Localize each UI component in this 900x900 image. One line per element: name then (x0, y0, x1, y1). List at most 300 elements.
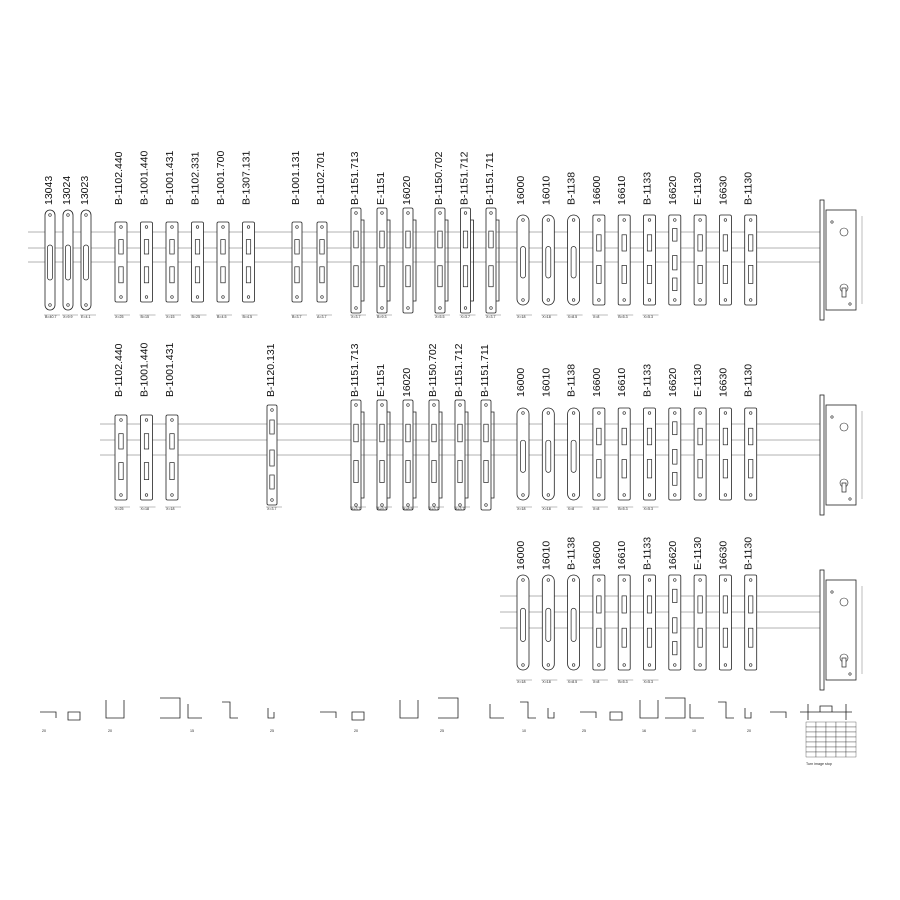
screw-hole (85, 304, 88, 307)
screw-hole (699, 494, 702, 497)
dimension-label: X=3.7 (455, 507, 465, 511)
screw-hole (407, 404, 410, 407)
table-cell (806, 752, 816, 757)
strike-plate (81, 210, 91, 310)
table-cell (836, 727, 846, 732)
part-number-label: 16600 (590, 367, 603, 397)
latch-slot (622, 596, 626, 613)
part-number-label: 16620 (666, 175, 679, 205)
strike-plate (745, 215, 757, 305)
screw-hole (623, 412, 626, 415)
dimension-label: 10 (692, 729, 696, 733)
part-number-label: B-1102.701 (315, 151, 327, 205)
latch-slot (597, 428, 601, 445)
part-number-label: B-1151.711 (479, 344, 491, 397)
screw-hole (572, 579, 575, 582)
dimension-label: 20 (108, 729, 112, 733)
latch-slot (749, 596, 753, 613)
lock-case-body (826, 405, 856, 505)
plate-outline (141, 415, 153, 500)
bolt-slot (484, 461, 488, 483)
table-cell (806, 747, 816, 752)
screw-hole (120, 226, 123, 229)
lock-case (820, 570, 862, 690)
part-number-label: 16610 (616, 175, 629, 205)
latch-slot (458, 424, 462, 442)
part-number-label: 16000 (515, 540, 527, 570)
bolt-slot (295, 267, 299, 283)
strike-plate (593, 408, 605, 500)
plate-outline (243, 222, 255, 302)
cross-section-profile (438, 698, 458, 718)
table-cell (826, 722, 836, 727)
screw-hole (439, 212, 442, 215)
cross-section-profile (580, 712, 596, 718)
plate-outline (403, 208, 413, 313)
dimension-label: X=18 (542, 680, 551, 684)
cross-section-profile (268, 708, 274, 718)
cross-section-profiles-row (40, 698, 786, 733)
bolt-slot (723, 460, 727, 478)
latch-slot (170, 434, 174, 449)
table-cell (826, 747, 836, 752)
bolt-slot (119, 267, 123, 283)
screw-hole (433, 504, 436, 507)
strike-plate (669, 408, 681, 500)
strike-plate (517, 575, 529, 670)
dimension-label: B=40.7 (45, 315, 57, 319)
latch-slot (723, 596, 727, 613)
strike-plate (694, 575, 706, 670)
dimension-label: X=8 (592, 315, 600, 319)
screw-hole (598, 219, 601, 222)
latch-slot (546, 608, 551, 641)
bolt-slot (246, 267, 250, 283)
screw-hole (522, 494, 525, 497)
plate-outline (644, 215, 656, 305)
part-number-label: E-1130 (692, 536, 705, 570)
plate-outline (745, 408, 757, 500)
bolt-slot (647, 628, 651, 647)
part-number-label: 13043 (43, 175, 55, 205)
bolt-slot (221, 267, 225, 283)
part-number-label: E-1130 (692, 363, 705, 397)
part-number-label: 13024 (61, 175, 73, 205)
screw-hole (381, 307, 384, 310)
lock-case-body (826, 580, 856, 680)
screw-hole (522, 579, 525, 582)
strike-plate (166, 222, 178, 302)
part-number-label: B-1130 (742, 536, 755, 570)
part-number-label: 13023 (79, 175, 91, 205)
strike-plate (593, 215, 605, 305)
screw-hole (522, 664, 525, 667)
latch-slot (597, 235, 601, 251)
screw-hole (459, 504, 462, 507)
screw-hole (547, 412, 550, 415)
strike-plate (435, 208, 448, 313)
latch-slot (521, 608, 526, 641)
table-cell (826, 732, 836, 737)
screw-hole (674, 664, 677, 667)
screw-hole (598, 664, 601, 667)
cross-section-profile (718, 702, 734, 718)
part-number-label: B-1151.713 (349, 343, 361, 397)
screw-hole (699, 579, 702, 582)
follower-hole (840, 598, 848, 606)
screw-hole (222, 226, 225, 229)
part-number-label: B-1150.702 (433, 151, 445, 205)
screw-hole (674, 412, 677, 415)
strike-plate (568, 575, 580, 670)
screw-hole (648, 219, 651, 222)
strike-plate (166, 415, 178, 500)
screw-hole (522, 219, 525, 222)
screw-hole (355, 404, 358, 407)
strike-plate (192, 222, 204, 302)
cross-section-profile (160, 698, 180, 718)
part-number-label: B-1151.712 (453, 343, 465, 397)
dimension-label: X=9.9 (63, 315, 73, 319)
lock-faceplate (820, 395, 824, 515)
part-number-label: 16020 (401, 367, 413, 397)
part-number-label: B-1001.440 (138, 150, 151, 205)
part-number-label: E-1151 (375, 363, 387, 397)
plate-outline (694, 215, 706, 305)
strike-plate (45, 210, 55, 310)
part-number-label: 16010 (540, 540, 553, 570)
latch-slot (463, 231, 467, 248)
screw-hole (433, 404, 436, 407)
dimension-label: X=3.7 (460, 315, 470, 319)
strike-plate (618, 215, 630, 305)
screw-hole (67, 214, 70, 217)
screw-hole (355, 212, 358, 215)
dimension-label: 25 (440, 729, 444, 733)
screw-hole (120, 296, 123, 299)
strike-plate (618, 575, 630, 670)
screw-hole (674, 579, 677, 582)
dimension-label: X=8.5 (567, 315, 578, 319)
part-number-label: 16010 (540, 175, 553, 205)
plate-outline (141, 222, 153, 302)
table-cell (826, 727, 836, 732)
bolt-slot (270, 475, 274, 489)
table-cell (826, 752, 836, 757)
table-cell (836, 747, 846, 752)
screw-hole (831, 221, 833, 223)
dimension-label: X=3.7 (351, 507, 361, 511)
screw-hole (439, 307, 442, 310)
dimension-label: B=9.3 (377, 507, 387, 511)
latch-slot (647, 428, 651, 445)
lock-front-profile (800, 704, 852, 720)
table-cell (846, 732, 856, 737)
strike-plate (403, 208, 416, 313)
dimension-label: 20 (42, 729, 46, 733)
latch-slot (406, 231, 410, 248)
dimension-label: X=3.7 (267, 507, 277, 511)
dimension-label: 15 (190, 729, 194, 733)
table-cell (846, 752, 856, 757)
bolt-slot (438, 266, 442, 287)
plate-outline (461, 208, 471, 313)
screw-hole (321, 226, 324, 229)
plate-outline (292, 222, 302, 302)
screw-hole (648, 664, 651, 667)
strike-plate (593, 575, 605, 670)
screw-hole (171, 226, 174, 229)
cross-section-profile (745, 708, 751, 718)
cylinder-slot (842, 658, 846, 667)
strike-plate (542, 408, 554, 500)
screw-hole (749, 579, 752, 582)
screw-hole (724, 494, 727, 497)
table-cell (846, 742, 856, 747)
dimension-label: X=8 (592, 680, 600, 684)
dimension-label: X=5.3 (643, 507, 653, 511)
bolt-slot (749, 628, 753, 647)
screw-hole (381, 404, 384, 407)
table-cell (836, 732, 846, 737)
latch-slot (647, 596, 651, 613)
plate-outline (351, 400, 361, 510)
cross-section-profile (222, 702, 238, 718)
latch-slot (673, 589, 677, 602)
screw-hole (623, 299, 626, 302)
latch-slot (144, 240, 148, 254)
screw-hole (598, 579, 601, 582)
bolt-slot (432, 461, 436, 483)
screw-hole (296, 226, 299, 229)
bolt-slot (673, 642, 677, 655)
table-cell (806, 737, 816, 742)
screw-hole (699, 219, 702, 222)
screw-hole (623, 579, 626, 582)
screw-hole (296, 296, 299, 299)
screw-hole (572, 219, 575, 222)
plate-outline (217, 222, 229, 302)
bolt-slot (647, 265, 651, 283)
cross-section-profile (690, 704, 704, 718)
latch-slot (698, 428, 702, 445)
table-cell (836, 742, 846, 747)
strike-plate (644, 575, 656, 670)
plate-outline (618, 408, 630, 500)
part-number-label: B-1130 (742, 171, 755, 205)
screw-hole (849, 498, 851, 500)
bolt-slot (723, 265, 727, 283)
part-number-label: 16620 (666, 540, 679, 570)
bolt-slot (270, 450, 274, 466)
latch-slot (246, 240, 250, 254)
latch-slot (144, 434, 148, 449)
screw-hole (831, 591, 833, 593)
table-cell (816, 727, 826, 732)
screw-hole (120, 494, 123, 497)
bolt-slot (170, 267, 174, 283)
bolt-slot (354, 461, 358, 483)
bolt-slot (170, 463, 174, 480)
table-cell (846, 747, 856, 752)
dimension-label: X=3.7 (351, 315, 361, 319)
bolt-slot (597, 265, 601, 283)
latch-slot (723, 428, 727, 445)
bolt-slot (622, 265, 626, 283)
strike-plate (644, 408, 656, 500)
bolt-slot (647, 460, 651, 478)
bolt-slot (489, 266, 493, 287)
part-number-label: B-1001.700 (215, 150, 227, 205)
part-number-label: B-1138 (565, 536, 578, 570)
screw-hole (120, 419, 123, 422)
screw-hole (271, 499, 274, 502)
part-number-label: 16010 (540, 367, 553, 397)
strike-plate-row-3 (500, 537, 862, 690)
latch-slot (195, 240, 199, 254)
dimension-label: B=25 (191, 315, 200, 319)
dimension-label: 20 (747, 729, 751, 733)
screw-hole (85, 214, 88, 217)
part-number-label: B-1307.131 (240, 150, 253, 205)
strike-plate (115, 222, 127, 302)
dimension-label: X=3.7 (486, 315, 496, 319)
dimension-label: X=8.5 (403, 507, 413, 511)
dimension-label: X=8.5 (567, 680, 578, 684)
dimension-label: 25 (270, 729, 274, 733)
screw-hole (485, 504, 488, 507)
bolt-slot (673, 618, 677, 633)
bolt-slot (380, 266, 384, 287)
latch-slot (571, 247, 576, 279)
bolt-slot (597, 628, 601, 647)
strike-plate (745, 408, 757, 500)
screw-hole (485, 404, 488, 407)
strike-plate (568, 215, 580, 305)
cross-section-profile (665, 698, 685, 718)
dimension-label: 25 (582, 729, 586, 733)
screw-hole (145, 419, 148, 422)
latch-slot (571, 440, 576, 472)
screw-hole (648, 412, 651, 415)
screw-hole (247, 226, 250, 229)
bolt-slot (119, 463, 123, 480)
plate-outline (435, 208, 445, 313)
table-cell (836, 752, 846, 757)
strike-plate (377, 208, 390, 313)
strike-plate (694, 215, 706, 305)
table-cell (846, 737, 856, 742)
screw-hole (196, 296, 199, 299)
plate-outline (351, 208, 361, 313)
part-number-label: 16620 (666, 367, 679, 397)
bolt-slot (195, 267, 199, 283)
plate-outline (618, 215, 630, 305)
strike-plate (517, 408, 529, 500)
bolt-slot (406, 266, 410, 287)
dimension-label: X=18 (140, 507, 149, 511)
dimension-label: B=3.7 (292, 315, 302, 319)
screw-hole (247, 296, 250, 299)
plate-outline (719, 575, 731, 670)
dimension-label: X=18 (517, 315, 526, 319)
screw-hole (381, 504, 384, 507)
latch-slot (438, 231, 442, 248)
screw-hole (547, 664, 550, 667)
screw-hole (674, 299, 677, 302)
part-number-label: 16630 (717, 367, 730, 397)
cross-section-profile (520, 702, 536, 718)
table-cell (816, 742, 826, 747)
dimension-label: B=5.3 (618, 315, 628, 319)
table-cell (816, 722, 826, 727)
dimension-label: B=4.5 (217, 315, 227, 319)
strike-plate (351, 208, 364, 313)
screw-hole (145, 494, 148, 497)
screw-hole (572, 664, 575, 667)
table-cell (826, 737, 836, 742)
part-number-label: 16600 (590, 175, 603, 205)
strike-plate (719, 575, 731, 670)
screw-hole (699, 664, 702, 667)
strike-plate (461, 208, 474, 313)
dimension-label: Turn image stop (806, 762, 832, 766)
part-number-label: B-1138 (565, 171, 578, 205)
plate-outline (115, 222, 127, 302)
screw-hole (648, 494, 651, 497)
screw-hole (381, 212, 384, 215)
screw-hole (271, 409, 274, 412)
screw-hole (749, 219, 752, 222)
cross-section-profile (68, 712, 80, 720)
bolt-slot (354, 266, 358, 287)
lock-case-body (826, 210, 856, 310)
bolt-slot (749, 460, 753, 478)
dimension-label: X=5.5 (435, 315, 445, 319)
bolt-slot (380, 461, 384, 483)
screw-hole (623, 494, 626, 497)
bolt-slot (673, 278, 677, 291)
strike-plate (115, 415, 127, 500)
screw-hole (171, 296, 174, 299)
latch-slot (546, 247, 551, 279)
table-cell (836, 737, 846, 742)
part-number-label: 16610 (616, 367, 629, 397)
dimension-label: B=5.3 (618, 680, 628, 684)
dimension-label: X=3.7 (429, 507, 439, 511)
plate-outline (593, 575, 605, 670)
bolt-slot (144, 267, 148, 283)
plate-outline (377, 400, 387, 510)
latch-slot (521, 247, 526, 279)
plate-outline (403, 400, 413, 510)
latch-slot (749, 235, 753, 251)
part-number-label: B-1102.331 (189, 151, 202, 205)
bolt-slot (597, 460, 601, 478)
screw-hole (464, 307, 467, 310)
strike-plate (141, 222, 153, 302)
strike-plate (542, 575, 554, 670)
latch-slot (48, 245, 53, 280)
dimension-label: X=18 (542, 507, 551, 511)
plate-outline (745, 575, 757, 670)
dimension-label: X=5.3 (643, 315, 653, 319)
table-cell (846, 727, 856, 732)
cross-section-profile (490, 704, 504, 718)
plate-outline (719, 215, 731, 305)
spec-table (800, 704, 856, 766)
latch-slot (295, 240, 299, 254)
